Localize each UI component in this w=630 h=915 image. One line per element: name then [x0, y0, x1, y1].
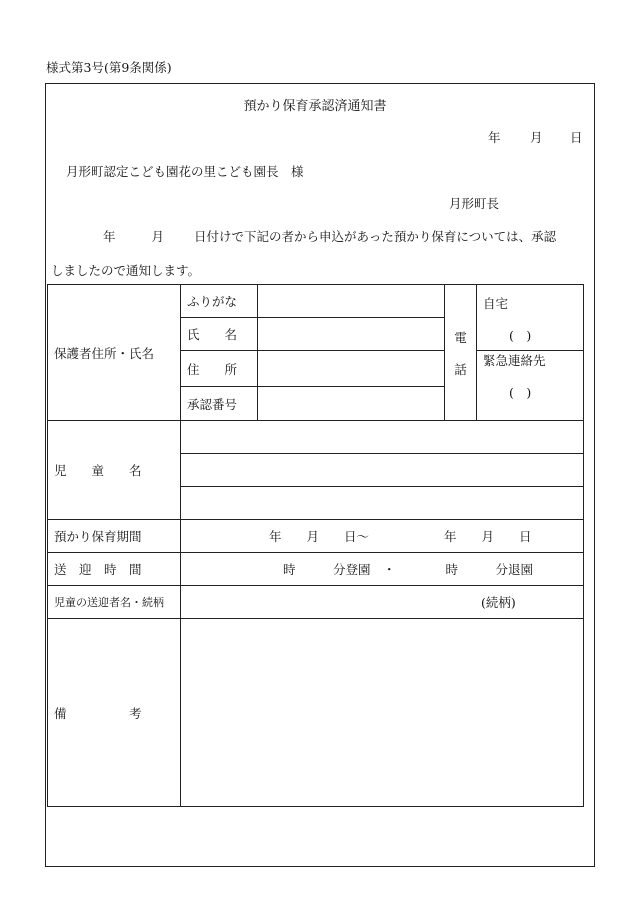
- home-phone-cell[interactable]: [477, 285, 584, 351]
- furigana-label: ふりがな: [181, 285, 258, 318]
- child-name-field-2[interactable]: [181, 454, 584, 487]
- remarks-label: 備 考: [48, 619, 181, 807]
- pickup-time-label: 送 迎 時 間: [48, 553, 181, 586]
- furigana-field[interactable]: [258, 285, 445, 318]
- info-table: [47, 284, 584, 807]
- sender: 月形町長: [449, 196, 500, 211]
- phone-label-2: 話: [454, 361, 467, 377]
- escort-label: 児童の送迎者名・続柄: [48, 586, 181, 619]
- body-line-1: [103, 227, 556, 245]
- address-label: 住 所: [181, 351, 258, 387]
- approval-number-field[interactable]: [258, 387, 445, 421]
- document-title: 預かり保育承認済通知書: [243, 99, 387, 114]
- guardian-label: 保護者住所・氏名: [48, 285, 181, 421]
- address-field[interactable]: [258, 351, 445, 387]
- home-phone-label: 自宅: [483, 296, 509, 311]
- date-year-label: 年: [488, 130, 501, 145]
- remarks-field[interactable]: [181, 619, 584, 807]
- emergency-contact-label: 緊急連絡先: [483, 353, 546, 368]
- name-label: 氏 名: [181, 318, 258, 351]
- emergency-contact-cell[interactable]: [477, 351, 584, 421]
- child-name-label: 児 童 名: [48, 421, 181, 520]
- period-field[interactable]: 年 月 日～ 年 月 日: [181, 520, 584, 553]
- date-month-label: 月: [530, 130, 543, 145]
- approval-number-label: 承認番号: [181, 387, 258, 421]
- body-text: 日付けで下記の者から申込があった預かり保育については、承認: [194, 229, 557, 244]
- date-day-label: 日: [570, 130, 583, 145]
- period-label: 預かり保育期間: [48, 520, 181, 553]
- body-month: 月: [151, 229, 165, 244]
- form-number: 様式第3号(第9条関係): [46, 60, 172, 75]
- name-field[interactable]: [258, 318, 445, 351]
- emergency-contact-paren: ( ): [509, 385, 532, 400]
- child-name-field-3[interactable]: [181, 487, 584, 520]
- body-year: 年: [103, 229, 116, 244]
- home-phone-paren: ( ): [509, 328, 532, 343]
- escort-field[interactable]: (続柄): [181, 586, 584, 619]
- child-name-field-1[interactable]: [181, 421, 584, 454]
- body-line-2: しましたので通知します。: [51, 263, 201, 278]
- phone-label: [445, 285, 477, 421]
- pickup-time-field[interactable]: 時 分登園 ・ 時 分退園: [181, 553, 584, 586]
- addressee: 月形町認定こども園花の里こども園長 様: [66, 164, 304, 179]
- phone-label-1: 電: [454, 329, 467, 345]
